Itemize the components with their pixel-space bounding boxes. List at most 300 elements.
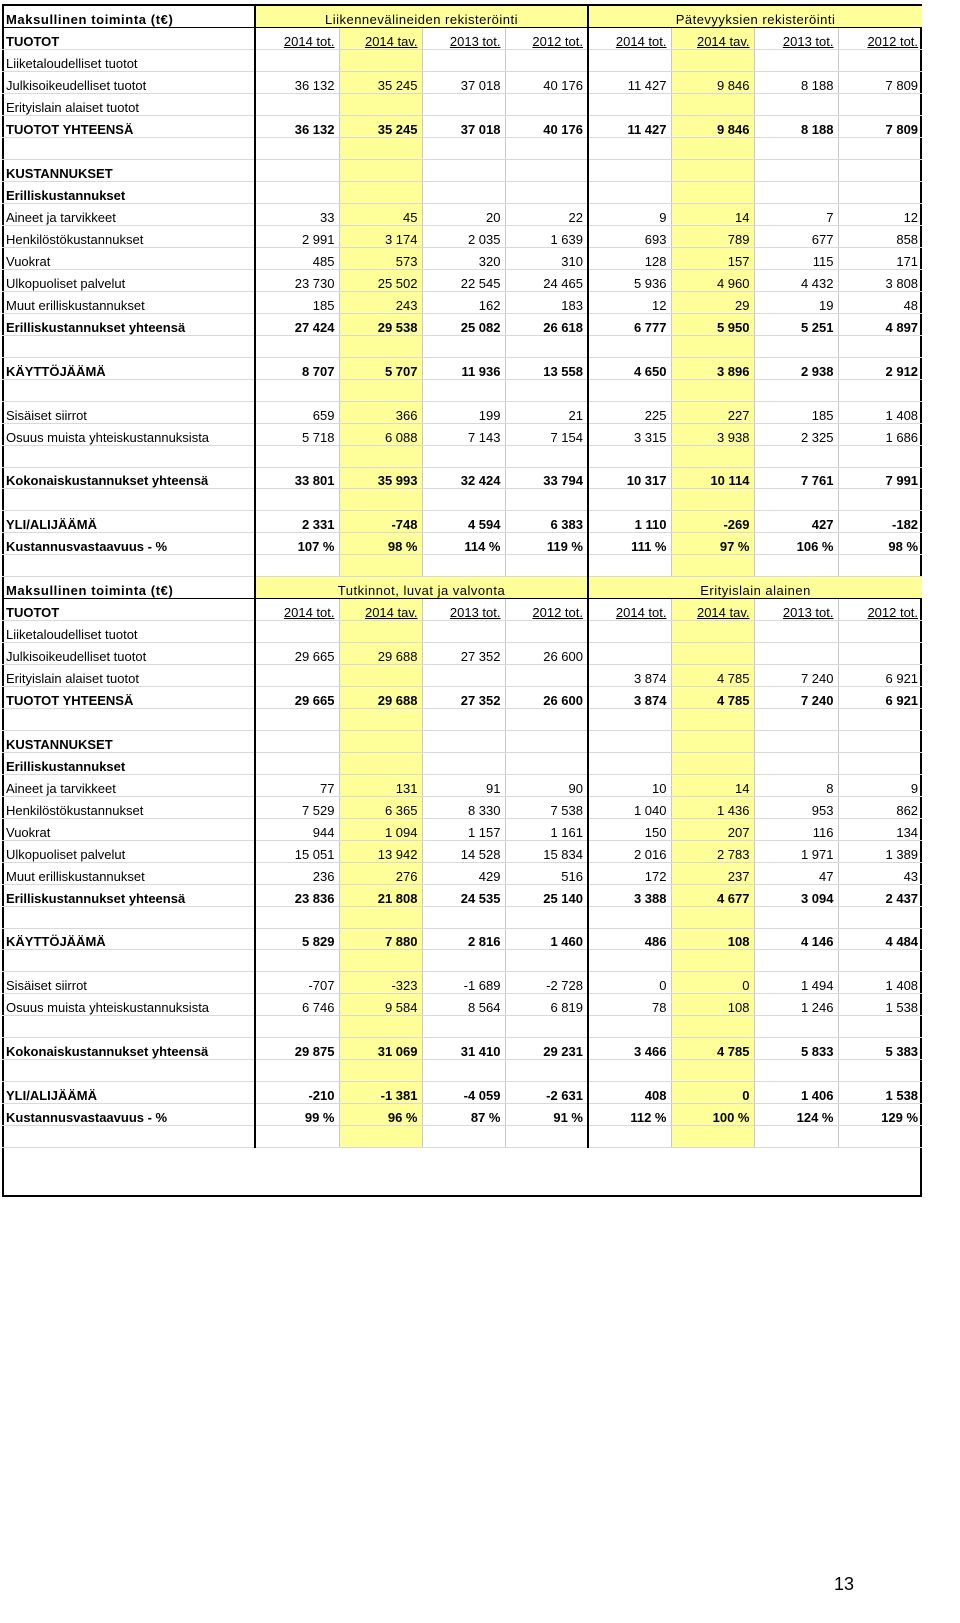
table-row <box>2 313 922 335</box>
column-header: 2012 tot. <box>505 28 588 50</box>
value-cell <box>255 379 339 401</box>
value-cell <box>505 489 588 511</box>
value-cell <box>505 665 588 687</box>
value-cell: 0 <box>671 972 754 994</box>
value-cell <box>754 730 838 752</box>
row-label: Vuokrat <box>2 818 255 840</box>
table-row <box>2 423 922 445</box>
value-cell: 9 584 <box>339 994 422 1016</box>
value-cell: 1 406 <box>754 1082 838 1104</box>
value-cell: 36 132 <box>255 72 339 94</box>
value-cell: 11 936 <box>422 357 505 379</box>
value-cell <box>422 50 505 72</box>
value-cell <box>671 555 754 577</box>
value-cell: 27 352 <box>422 687 505 709</box>
group-a-header: Tutkinnot, luvat ja valvonta <box>255 577 588 599</box>
row-label <box>2 379 255 401</box>
value-cell: 119 % <box>505 533 588 555</box>
value-cell <box>255 950 339 972</box>
value-cell: 15 834 <box>505 840 588 862</box>
tuotot-heading: TUOTOT <box>2 599 255 621</box>
value-cell: 5 707 <box>339 357 422 379</box>
row-label: Julkisoikeudelliset tuotot <box>2 643 255 665</box>
value-cell: 1 157 <box>422 818 505 840</box>
value-cell <box>671 906 754 928</box>
value-cell <box>255 1126 339 1148</box>
value-cell <box>422 730 505 752</box>
value-cell <box>838 555 922 577</box>
value-cell: 29 688 <box>339 687 422 709</box>
value-cell: 4 785 <box>671 665 754 687</box>
value-cell <box>754 1126 838 1148</box>
value-cell: 35 245 <box>339 72 422 94</box>
table-row <box>2 379 922 401</box>
column-header: 2014 tav. <box>339 599 422 621</box>
value-cell: 3 938 <box>671 423 754 445</box>
value-cell <box>838 1016 922 1038</box>
value-cell: -707 <box>255 972 339 994</box>
value-cell <box>255 160 339 182</box>
value-cell: 2 816 <box>422 928 505 950</box>
value-cell: 0 <box>671 1082 754 1104</box>
value-cell: 236 <box>255 862 339 884</box>
value-cell <box>671 1016 754 1038</box>
row-label: Erilliskustannukset yhteensä <box>2 884 255 906</box>
column-header: 2013 tot. <box>754 28 838 50</box>
value-cell: 91 % <box>505 1104 588 1126</box>
value-cell <box>671 643 754 665</box>
table-row <box>2 247 922 269</box>
value-cell <box>671 94 754 116</box>
value-cell <box>671 445 754 467</box>
value-cell: 1 538 <box>838 1082 922 1104</box>
value-cell: 25 082 <box>422 313 505 335</box>
value-cell: 7 761 <box>754 467 838 489</box>
value-cell <box>838 94 922 116</box>
value-cell: 26 600 <box>505 643 588 665</box>
value-cell: 22 545 <box>422 269 505 291</box>
table-row <box>2 357 922 379</box>
row-label: Osuus muista yhteiskustannuksista <box>2 994 255 1016</box>
table-row <box>2 160 922 182</box>
value-cell: 2 912 <box>838 357 922 379</box>
row-label: Henkilöstökustannukset <box>2 796 255 818</box>
value-cell: 516 <box>505 862 588 884</box>
value-cell <box>838 621 922 643</box>
row-label: Henkilöstökustannukset <box>2 226 255 248</box>
value-cell: 199 <box>422 401 505 423</box>
row-label <box>2 1016 255 1038</box>
value-cell <box>255 1060 339 1082</box>
value-cell: 858 <box>838 226 922 248</box>
row-label: Erilliskustannukset yhteensä <box>2 313 255 335</box>
value-cell: 1 408 <box>838 401 922 423</box>
table-row <box>2 774 922 796</box>
row-label: YLI/ALIJÄÄMÄ <box>2 511 255 533</box>
row-label: Kustannusvastaavuus - % <box>2 533 255 555</box>
table-row <box>2 1104 922 1126</box>
column-header: 2014 tot. <box>255 599 339 621</box>
table-row <box>2 533 922 555</box>
row-label: Vuokrat <box>2 247 255 269</box>
table-row <box>2 72 922 94</box>
table-row <box>2 862 922 884</box>
value-cell: 98 % <box>339 533 422 555</box>
value-cell <box>505 621 588 643</box>
value-cell: 23 836 <box>255 884 339 906</box>
value-cell: 4 650 <box>588 357 671 379</box>
value-cell: 111 % <box>588 533 671 555</box>
value-cell <box>422 138 505 160</box>
value-cell <box>754 445 838 467</box>
value-cell: 27 352 <box>422 643 505 665</box>
value-cell <box>422 160 505 182</box>
value-cell <box>255 709 339 731</box>
group-b-header: Erityislain alainen <box>588 577 922 599</box>
column-header: 2013 tot. <box>422 599 505 621</box>
value-cell <box>339 555 422 577</box>
value-cell: 21 <box>505 401 588 423</box>
value-cell <box>505 555 588 577</box>
value-cell: 107 % <box>255 533 339 555</box>
value-cell: 11 427 <box>588 72 671 94</box>
value-cell <box>588 752 671 774</box>
value-cell <box>671 335 754 357</box>
value-cell <box>255 752 339 774</box>
value-cell <box>671 730 754 752</box>
value-cell: 3 466 <box>588 1038 671 1060</box>
value-cell <box>838 335 922 357</box>
value-cell <box>838 50 922 72</box>
value-cell: 1 110 <box>588 511 671 533</box>
value-cell <box>588 730 671 752</box>
value-cell <box>505 182 588 204</box>
table-row <box>2 555 922 577</box>
row-label: Erityislain alaiset tuotot <box>2 665 255 687</box>
value-cell <box>339 379 422 401</box>
value-cell: 4 594 <box>422 511 505 533</box>
value-cell <box>588 182 671 204</box>
value-cell <box>588 379 671 401</box>
value-cell: 26 600 <box>505 687 588 709</box>
value-cell <box>255 335 339 357</box>
row-label <box>2 555 255 577</box>
value-cell <box>588 643 671 665</box>
table-row <box>2 687 922 709</box>
value-cell: 1 538 <box>838 994 922 1016</box>
table-row <box>2 1082 922 1104</box>
value-cell: 171 <box>838 247 922 269</box>
table-row <box>2 335 922 357</box>
value-cell: 366 <box>339 401 422 423</box>
table-row <box>2 138 922 160</box>
table-row <box>2 665 922 687</box>
value-cell: 5 950 <box>671 313 754 335</box>
value-cell: 128 <box>588 247 671 269</box>
value-cell: 693 <box>588 226 671 248</box>
value-cell <box>339 1060 422 1082</box>
value-cell: 237 <box>671 862 754 884</box>
value-cell: 10 <box>588 774 671 796</box>
value-cell: 31 410 <box>422 1038 505 1060</box>
value-cell <box>422 379 505 401</box>
table-row <box>2 116 922 138</box>
value-cell: 4 484 <box>838 928 922 950</box>
value-cell: 129 % <box>838 1104 922 1126</box>
value-cell: 5 383 <box>838 1038 922 1060</box>
row-label: Erityislain alaiset tuotot <box>2 94 255 116</box>
value-cell: 485 <box>255 247 339 269</box>
value-cell <box>588 1060 671 1082</box>
value-cell: 5 936 <box>588 269 671 291</box>
value-cell: 677 <box>754 226 838 248</box>
value-cell <box>422 94 505 116</box>
value-cell: 944 <box>255 818 339 840</box>
column-header: 2014 tot. <box>255 28 339 50</box>
value-cell <box>754 50 838 72</box>
value-cell <box>339 1016 422 1038</box>
row-label: Muut erilliskustannukset <box>2 291 255 313</box>
row-label: TUOTOT YHTEENSÄ <box>2 687 255 709</box>
table-row <box>2 291 922 313</box>
value-cell: 7 240 <box>754 665 838 687</box>
row-label <box>2 335 255 357</box>
value-cell: -2 631 <box>505 1082 588 1104</box>
value-cell: 99 % <box>255 1104 339 1126</box>
group-header-row <box>2 6 922 28</box>
value-cell <box>339 906 422 928</box>
row-label: TUOTOT YHTEENSÄ <box>2 116 255 138</box>
value-cell <box>422 1126 505 1148</box>
value-cell: 6 921 <box>838 687 922 709</box>
value-cell <box>505 752 588 774</box>
value-cell: 1 460 <box>505 928 588 950</box>
value-cell: -323 <box>339 972 422 994</box>
value-cell: 6 777 <box>588 313 671 335</box>
table-row <box>2 94 922 116</box>
value-cell: 6 746 <box>255 994 339 1016</box>
value-cell <box>422 555 505 577</box>
value-cell <box>339 950 422 972</box>
table-row <box>2 884 922 906</box>
value-cell: 48 <box>838 291 922 313</box>
value-cell: 116 <box>754 818 838 840</box>
value-cell: 3 896 <box>671 357 754 379</box>
value-cell: 7 529 <box>255 796 339 818</box>
value-cell: 225 <box>588 401 671 423</box>
value-cell: 43 <box>838 862 922 884</box>
value-cell: 25 502 <box>339 269 422 291</box>
value-cell: 29 665 <box>255 687 339 709</box>
value-cell: -748 <box>339 511 422 533</box>
value-cell: 37 018 <box>422 72 505 94</box>
value-cell <box>339 621 422 643</box>
value-cell: 1 040 <box>588 796 671 818</box>
value-cell <box>588 445 671 467</box>
value-cell: 7 143 <box>422 423 505 445</box>
value-cell: 22 <box>505 204 588 226</box>
value-cell <box>255 730 339 752</box>
row-label: Kustannusvastaavuus - % <box>2 1104 255 1126</box>
value-cell <box>255 1016 339 1038</box>
value-cell: -1 381 <box>339 1082 422 1104</box>
value-cell <box>588 555 671 577</box>
table-row <box>2 511 922 533</box>
value-cell: 1 389 <box>838 840 922 862</box>
row-label <box>2 950 255 972</box>
column-header: 2013 tot. <box>754 599 838 621</box>
value-cell <box>671 709 754 731</box>
value-cell: 32 424 <box>422 467 505 489</box>
value-cell <box>339 50 422 72</box>
value-cell: 78 <box>588 994 671 1016</box>
column-header-row <box>2 28 922 50</box>
column-header: 2012 tot. <box>838 599 922 621</box>
value-cell <box>505 1060 588 1082</box>
column-header: 2013 tot. <box>422 28 505 50</box>
value-cell: 3 874 <box>588 687 671 709</box>
value-cell <box>422 752 505 774</box>
value-cell <box>588 621 671 643</box>
value-cell <box>838 445 922 467</box>
value-cell <box>754 643 838 665</box>
value-cell <box>754 621 838 643</box>
row-label: Liiketaloudelliset tuotot <box>2 621 255 643</box>
table-row <box>2 1060 922 1082</box>
row-label: Ulkopuoliset palvelut <box>2 840 255 862</box>
value-cell: 45 <box>339 204 422 226</box>
value-cell <box>754 950 838 972</box>
table-heading: Maksullinen toiminta (t€) <box>2 6 255 28</box>
value-cell <box>588 160 671 182</box>
value-cell: 4 960 <box>671 269 754 291</box>
value-cell <box>255 138 339 160</box>
value-cell: 29 <box>671 291 754 313</box>
row-label: Sisäiset siirrot <box>2 401 255 423</box>
value-cell <box>671 752 754 774</box>
value-cell <box>671 160 754 182</box>
value-cell: 8 <box>754 774 838 796</box>
value-cell <box>754 182 838 204</box>
value-cell <box>838 160 922 182</box>
value-cell: 2 437 <box>838 884 922 906</box>
value-cell <box>505 730 588 752</box>
row-label: Liiketaloudelliset tuotot <box>2 50 255 72</box>
value-cell <box>671 50 754 72</box>
value-cell: 320 <box>422 247 505 269</box>
value-cell: 35 245 <box>339 116 422 138</box>
value-cell: 36 132 <box>255 116 339 138</box>
value-cell: 6 921 <box>838 665 922 687</box>
value-cell: 7 880 <box>339 928 422 950</box>
value-cell: 3 174 <box>339 226 422 248</box>
value-cell <box>505 445 588 467</box>
page-number: 13 <box>833 1574 854 1594</box>
value-cell: 1 408 <box>838 972 922 994</box>
value-cell <box>754 379 838 401</box>
value-cell <box>422 489 505 511</box>
value-cell: 7 538 <box>505 796 588 818</box>
value-cell <box>588 138 671 160</box>
value-cell <box>505 94 588 116</box>
value-cell: 243 <box>339 291 422 313</box>
value-cell: 33 794 <box>505 467 588 489</box>
row-label: KÄYTTÖJÄÄMÄ <box>2 928 255 950</box>
value-cell <box>838 643 922 665</box>
value-cell: 33 <box>255 204 339 226</box>
value-cell: 100 % <box>671 1104 754 1126</box>
table-row <box>2 796 922 818</box>
value-cell <box>422 665 505 687</box>
value-cell <box>588 709 671 731</box>
value-cell <box>422 1016 505 1038</box>
row-label: KÄYTTÖJÄÄMÄ <box>2 357 255 379</box>
value-cell: 3 874 <box>588 665 671 687</box>
value-cell: -4 059 <box>422 1082 505 1104</box>
row-label <box>2 138 255 160</box>
value-cell: 8 707 <box>255 357 339 379</box>
tuotot-heading: TUOTOT <box>2 28 255 50</box>
row-label: YLI/ALIJÄÄMÄ <box>2 1082 255 1104</box>
value-cell: 207 <box>671 818 754 840</box>
value-cell <box>339 94 422 116</box>
row-label <box>2 709 255 731</box>
value-cell: 408 <box>588 1082 671 1104</box>
column-header: 2014 tot. <box>588 28 671 50</box>
value-cell: 10 317 <box>588 467 671 489</box>
value-cell <box>339 138 422 160</box>
value-cell: 6 088 <box>339 423 422 445</box>
value-cell: 25 140 <box>505 884 588 906</box>
value-cell: 7 154 <box>505 423 588 445</box>
value-cell: 789 <box>671 226 754 248</box>
value-cell: 573 <box>339 247 422 269</box>
value-cell <box>754 906 838 928</box>
value-cell: 24 465 <box>505 269 588 291</box>
row-label: KUSTANNUKSET <box>2 730 255 752</box>
table-row <box>2 643 922 665</box>
value-cell <box>422 182 505 204</box>
financial-table <box>2 6 922 1148</box>
row-label: Osuus muista yhteiskustannuksista <box>2 423 255 445</box>
value-cell: 9 846 <box>671 72 754 94</box>
value-cell <box>422 621 505 643</box>
value-cell: 427 <box>754 511 838 533</box>
table-row <box>2 709 922 731</box>
value-cell <box>838 906 922 928</box>
value-cell: 96 % <box>339 1104 422 1126</box>
value-cell <box>255 445 339 467</box>
value-cell <box>422 1060 505 1082</box>
value-cell: 4 432 <box>754 269 838 291</box>
column-header-row <box>2 599 922 621</box>
row-label <box>2 1126 255 1148</box>
value-cell: 13 558 <box>505 357 588 379</box>
value-cell: 33 801 <box>255 467 339 489</box>
value-cell: 7 240 <box>754 687 838 709</box>
value-cell: 7 991 <box>838 467 922 489</box>
value-cell: 9 <box>838 774 922 796</box>
value-cell <box>339 445 422 467</box>
row-label <box>2 1060 255 1082</box>
value-cell: 310 <box>505 247 588 269</box>
value-cell: 14 528 <box>422 840 505 862</box>
value-cell: 21 808 <box>339 884 422 906</box>
value-cell <box>339 1126 422 1148</box>
value-cell <box>754 1016 838 1038</box>
value-cell: 124 % <box>754 1104 838 1126</box>
value-cell: 40 176 <box>505 72 588 94</box>
